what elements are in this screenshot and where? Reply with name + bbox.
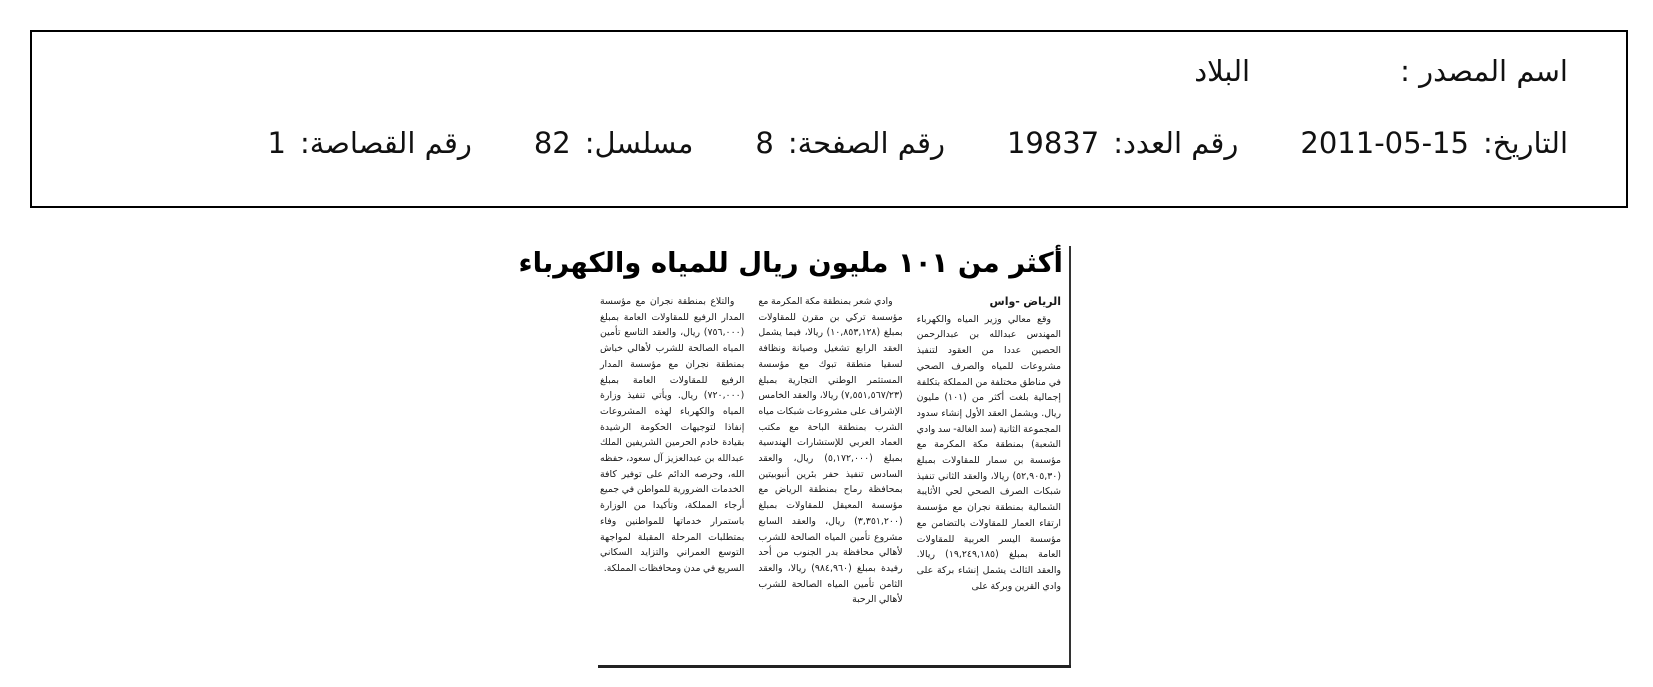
- issue-field: [1007, 126, 1238, 160]
- meta-row: [268, 126, 1569, 160]
- page-field: [755, 126, 945, 160]
- article-columns: [600, 294, 1061, 660]
- clipping-bottom-rule: [598, 665, 1071, 668]
- article-column-2: [758, 294, 902, 660]
- article-column-3-text: والتلاع بمنطقة نجران مع مؤسسة المدار الرفيع للمقاولات العامة بمبلغ (٧٥٦,٠٠٠) ريال، والعقد التاسع تأمين المياه الصالحة للشرب لأهالي خباش بمنطقة نجران مع مؤسسة المدار الرفيع للمقاولات العامة بمبلغ (٧٢٠,٠٠٠) ريال. ويأتي تنفيذ وزارة المياه والكهرباء لهذه المشروعات إنفاذا لتوجيهات الحكومة الرشيدة بقيادة خادم الحرمين الشريفين الملك عبدالله بن عبدالعزيز آل سعود، حفظه الله، وحرصه الدائم على توفير كافة الخدمات الضرورية للمواطن في جميع أرجاء المملكة، وتأكيدا من الوزارة باستمرار خدماتها للمواطنين وفاء بمتطلبات المرحلة المقبلة لمواجهة التوسع العمراني والتزايد السكاني السريع في مدن ومحافظات المملكة.: [600, 296, 745, 574]
- serial-label: مسلسل:: [584, 126, 694, 160]
- clip-number-field: [268, 126, 472, 160]
- serial-field: [534, 126, 694, 160]
- article-dateline: الرياض -واس: [989, 295, 1061, 308]
- article-column-1: [917, 294, 1061, 660]
- serial-value: 82: [533, 126, 571, 160]
- date-label: التاريخ:: [1482, 126, 1568, 160]
- page-value: 8: [755, 126, 774, 160]
- page-label: رقم الصفحة:: [787, 126, 945, 160]
- issue-label: رقم العدد:: [1113, 126, 1239, 160]
- article-column-1-text: وقع معالي وزير المياه والكهرباء المهندس عبدالله بن عبدالرحمن الحصين عددا من العقود لتنفيذ مشروعات للمياه والصرف الصحي في مناطق مختلفة من المملكة بتكلفة إجمالية بلغت أكثر من (١٠١) مليون ريال. ويشمل العقد الأول إنشاء سدود المجموعة الثانية (سد الغالة- سد وادي الشعبة) بمنطقة مكة المكرمة مع مؤسسة بن سمار للمقاولات بمبلغ (٥٢,٩٠٥,٣٠) ريالا، والعقد الثاني تنفيذ شبكات الصرف الصحي لحي الأثايبة الشمالية بمنطقة نجران مع مؤسسة ارتقاء العمار للمقاولات بالتضامن مع مؤسسة اليسر العربية للمقاولات العامة بمبلغ (١٩,٢٤٩,١٨٥) ريالا. والعقد الثالث يشمل إنشاء بركة على وادي القرين وبركة على: [916, 313, 1061, 592]
- column-rule: [1069, 246, 1071, 668]
- clip-number-label: رقم القصاصة:: [299, 126, 472, 160]
- newspaper-clipping: [518, 238, 1071, 668]
- article-column-3: [600, 294, 744, 660]
- source-label: اسم المصدر :: [1400, 54, 1568, 88]
- metadata-box: [30, 30, 1628, 208]
- article-headline: أكثر من ١٠١ مليون ريال للمياه والكهرباء: [518, 247, 1063, 279]
- source-row: [1194, 54, 1568, 88]
- date-value: 2011-05-15: [1300, 126, 1469, 160]
- article-column-2-text: وادي شعر بمنطقة مكة المكرمة مع مؤسسة تركي بن مقرن للمقاولات بمبلغ (١٠,٨٥٣,١٢٨) ريالا، فيما يشمل العقد الرابع تشغيل وصيانة ونظافة لسقيا منطقة تبوك مع مؤسسة المستثمر الوطني التجارية بمبلغ (٧,٥٥١,٥٦٧/٢٣) ريالا، والعقد الخامس الإشراف على مشروعات شبكات مياه الشرب بمنطقة الباحة مع مكتب العماد العربي للإستشارات الهندسية بمبلغ (٥,١٧٢,٠٠٠) ريال، والعقد السادس تنفيذ حفر بئرين أنبوبيتين بمحافظة رماح بمنطقة الرياض مع مؤسسة المعيقل للمقاولات بمبلغ (٣,٣٥١,٢٠٠) ريال، والعقد السابع مشروع تأمين المياه الصالحة للشرب لأهالي محافظة بدر الجنوب من أحد رفيدة بمبلغ (٩٨٤,٩٦٠) ريالا، والعقد الثامن تأمين المياه الصالحة للشرب لأهالي الرحبة: [758, 296, 903, 606]
- source-value: البلاد: [1194, 54, 1251, 88]
- clip-number-value: 1: [267, 126, 286, 160]
- date-field: [1300, 126, 1568, 160]
- issue-value: 19837: [1006, 126, 1100, 160]
